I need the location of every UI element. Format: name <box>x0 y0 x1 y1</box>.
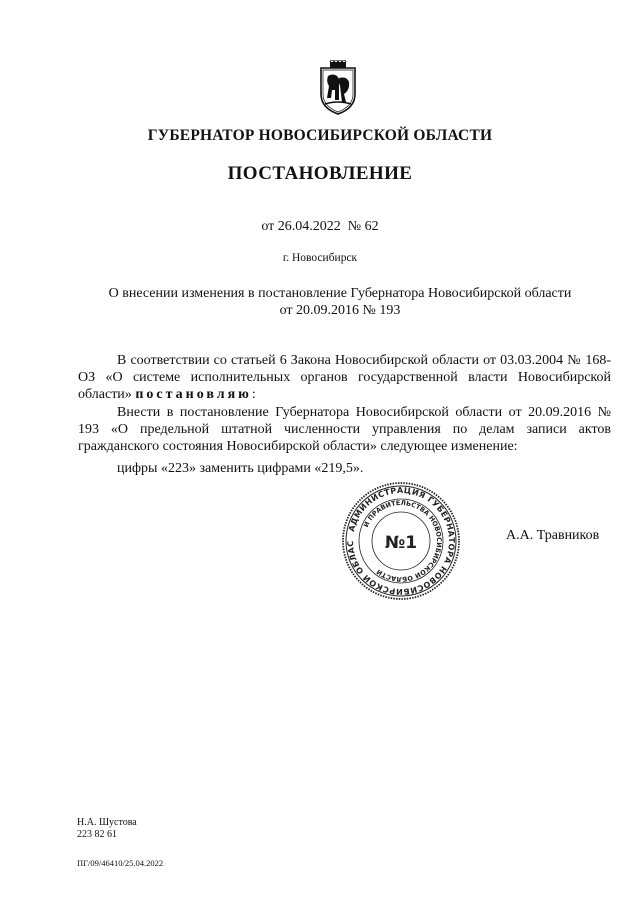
paragraph-change: цифры «223» заменить цифрами «219,5». <box>117 461 364 476</box>
paragraph-1-end: : <box>251 387 256 402</box>
stamp-number: №1 <box>384 533 418 553</box>
decree-word: постановляю <box>135 387 252 402</box>
official-stamp <box>340 480 462 602</box>
paragraph-1-text: В соответствии со статьей 6 Закона Новосибирской области от 03.03.2004 № 168-ОЗ «О системе исполнительных органов государственной власти Новосибирской области» <box>78 353 611 402</box>
executor-phone: 223 82 61 <box>77 829 117 840</box>
stamp-outer-text: АДМИНИСТРАЦИЯ ГУБЕРНАТОРА НОВОСИБИРСКОЙ ОБЛАС <box>345 485 457 597</box>
document-subject <box>80 285 600 319</box>
subject-line-1: О внесении изменения в постановление Губернатора Новосибирской области <box>108 286 572 301</box>
stamp-inner-text: И ПРАВИТЕЛЬСТВА НОВОСИБИРСКОЙ ОБЛАСТИ <box>362 498 444 584</box>
paragraph-legal-basis <box>78 352 611 403</box>
city-line: г. Новосибирск <box>282 252 358 264</box>
registration-number: ПГ/09/46410/25.04.2022 <box>77 858 164 868</box>
coat-of-arms-icon <box>317 60 359 116</box>
signatory-name: А.А. Травников <box>506 528 600 543</box>
authority-title: ГУБЕРНАТОР НОВОСИБИРСКОЙ ОБЛАСТИ <box>147 127 493 144</box>
document-type: ПОСТАНОВЛЕНИЕ <box>227 163 413 184</box>
subject-line-2: от 20.09.2016 № 193 <box>279 303 401 318</box>
paragraph-amendment: Внести в постановление Губернатора Новосибирской области от 20.09.2016 № 193 «О предельной штатной численности управления по делам записи актов гражданского состояния Новосибирской области» следующее изменение: <box>78 405 611 454</box>
date-number-line: от 26.04.2022 № 62 <box>261 219 379 234</box>
executor-name: Н.А. Шустова <box>77 817 137 828</box>
